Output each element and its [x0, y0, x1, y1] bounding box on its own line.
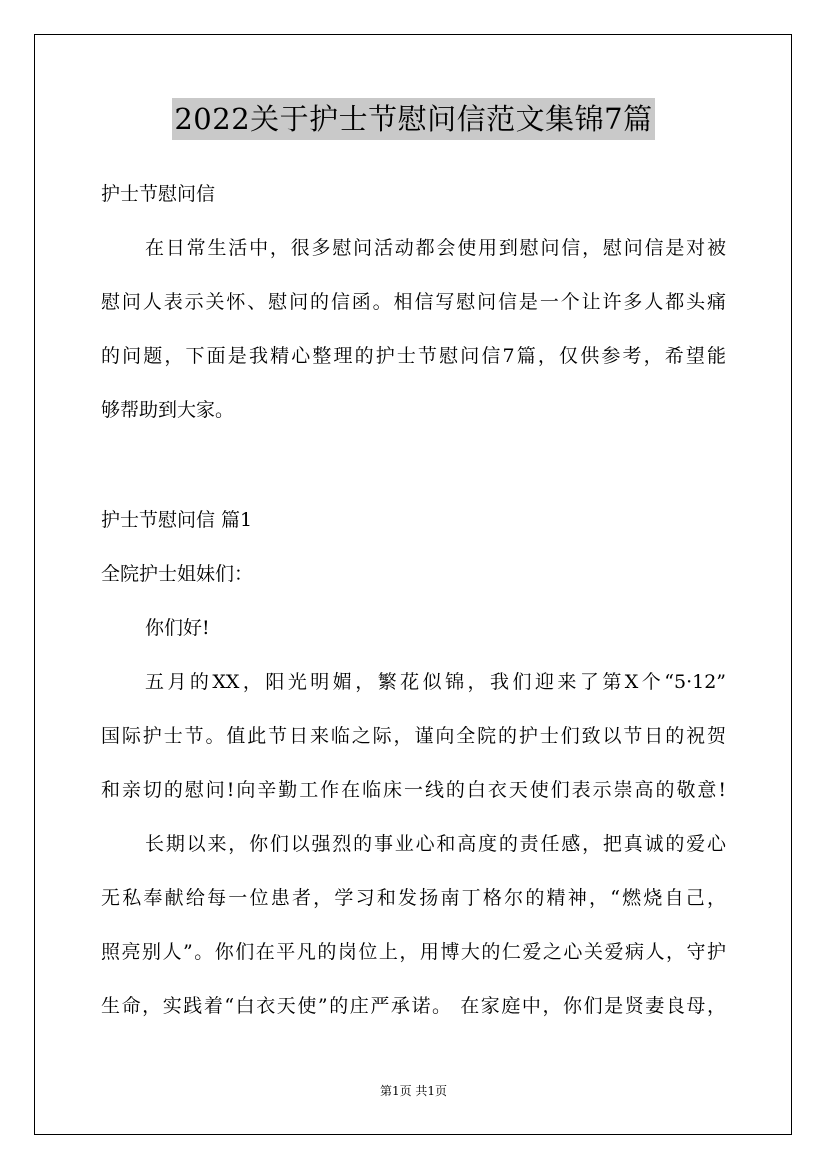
intro-line: 慰问人表示关怀、慰问的信函。相信写慰问信是一个让许多人都头痛 [101, 291, 726, 313]
title-container [0, 98, 827, 140]
paragraph-line: 和亲切的慰问!向辛勤工作在临床一线的白衣天使们表示崇高的敬意! [101, 779, 726, 801]
paragraph-line: 无私奉献给每一位患者，学习和发扬南丁格尔的精神，“燃烧自己， [101, 887, 726, 909]
heading: 护士节慰问信 [101, 183, 216, 205]
page-footer: 第1页 共1页 [379, 1084, 448, 1098]
section-heading: 护士节慰问信 篇1 [101, 509, 253, 531]
paragraph-line: 照亮别人”。你们在平凡的岗位上，用博大的仁爱之心关爱病人，守护 [101, 941, 726, 963]
paragraph-line: 五月的XX，阳光明媚，繁花似锦，我们迎来了第X个“5·12” [145, 671, 726, 693]
intro-line: 的问题，下面是我精心整理的护士节慰问信7篇，仅供参考，希望能 [101, 345, 726, 367]
greeting: 你们好! [145, 617, 210, 639]
paragraph-line: 长期以来，你们以强烈的事业心和高度的责任感，把真诚的爱心 [145, 833, 726, 855]
intro-line: 在日常生活中，很多慰问活动都会使用到慰问信，慰问信是对被 [145, 237, 726, 259]
paragraph-line: 国际护士节。值此节日来临之际，谨向全院的护士们致以节日的祝贺 [101, 725, 726, 747]
document-title: 2022关于护士节慰问信范文集锦7篇 [172, 98, 654, 140]
intro-line: 够帮助到大家。 [101, 399, 235, 421]
salutation: 全院护士姐妹们： [101, 563, 254, 585]
paragraph-line: 生命，实践着“白衣天使”的庄严承诺。 在家庭中，你们是贤妻良母， [101, 995, 726, 1017]
